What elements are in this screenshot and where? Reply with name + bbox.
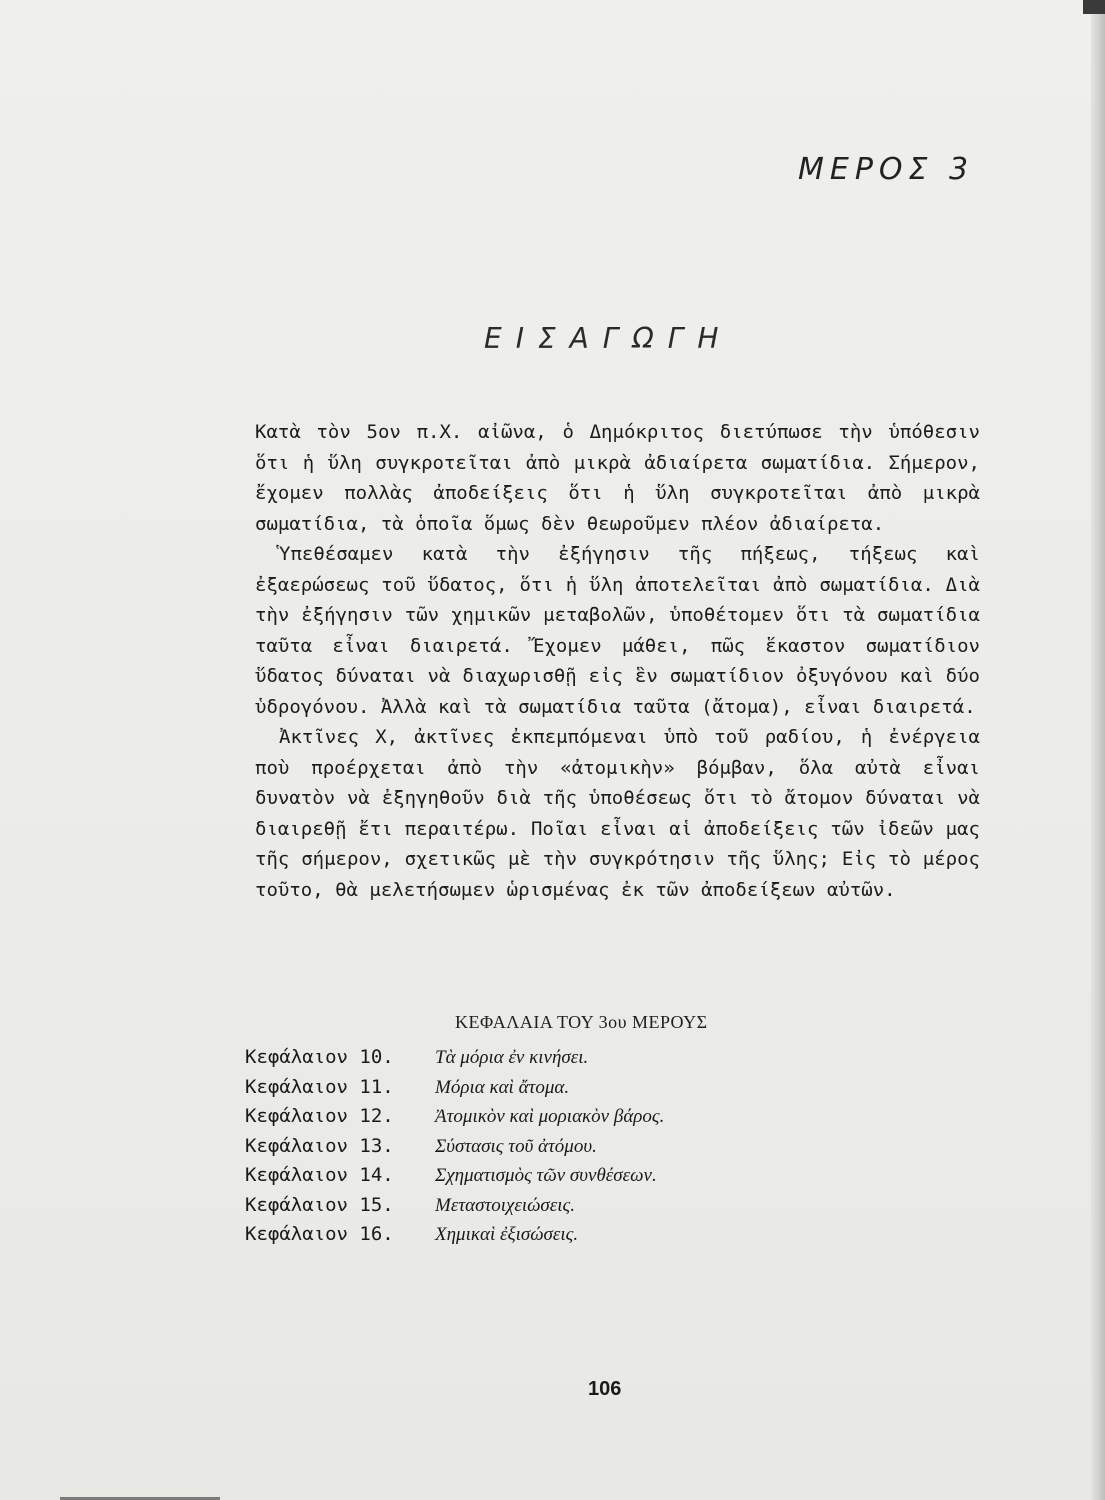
chapter-row (245, 1194, 805, 1224)
corner-mark (1083, 0, 1105, 14)
part-title: ΜΕΡΟΣ 3 (798, 152, 975, 187)
paragraph-2: Ὑπεθέσαμεν κατὰ τὴν ἐξήγησιν τῆς πήξεως, τήξεως καὶ ἐξαερώσεως τοῦ ὕδατος, ὅτι ἡ ὕλη ἀποτελεῖται ἀπὸ σωματίδια. Διὰ τὴν ἐξήγησιν τῶν χημικῶν μεταβολῶν, ὑποθέτομεν ὅτι τὰ σωματίδια ταῦτα εἶναι διαιρετά. Ἔχομεν μάθει, πῶς ἕκαστον σωματίδιον ὕδατος δύναται νὰ διαχωρισθῇ εἰς ἓν σωματίδιον ὀξυγόνου καὶ δύο ὑδρογόνου. Ἀλλὰ καὶ τὰ σωματίδια ταῦτα (ἄτομα), εἶναι διαιρετά. (255, 543, 980, 718)
chapter-label: Κεφάλαιον 15. (245, 1193, 394, 1216)
chapter-label: Κεφάλαιον 11. (245, 1075, 394, 1098)
paragraph-3: Ἀκτῖνες Χ, ἀκτῖνες ἐκπεμπόμεναι ὑπὸ τοῦ ραδίου, ἡ ἐνέργεια ποὺ προέρχεται ἀπὸ τὴν «ἀτομικὴν» βόμβαν, ὅλα αὐτὰ εἶναι δυνατὸν νὰ ἐξηγηθοῦν διὰ τῆς ὑποθέσεως ὅτι τὸ ἄτομον δύναται νὰ διαιρεθῇ ἔτι περαιτέρω. Ποῖαι εἶναι αἱ ἀποδείξεις τῶν ἰδεῶν μας τῆς σήμερον, σχετικῶς μὲ τὴν συγκρότησιν τῆς ὕλης; Εἰς τὸ μέρος τοῦτο, θὰ μελετήσωμεν ὡρισμένας ἐκ τῶν ἀποδείξεων αὐτῶν. (255, 726, 980, 901)
chapter-row (245, 1223, 805, 1253)
page-number: 106 (588, 1378, 622, 1400)
chapter-title: Τὰ μόρια ἐν κινήσει. (435, 1047, 589, 1068)
chapter-row (245, 1046, 805, 1076)
chapter-row (245, 1164, 805, 1194)
chapter-row (245, 1135, 805, 1165)
chapter-title: Μόρια καὶ ἄτομα. (435, 1076, 570, 1098)
chapter-label: Κεφάλαιον 10. (245, 1046, 394, 1068)
page-edge-shadow (1091, 0, 1105, 1500)
chapter-title: Χημικαὶ ἐξισώσεις. (435, 1224, 579, 1245)
chapter-row (245, 1105, 805, 1135)
chapter-title: Σύστασις τοῦ ἀτόμου. (435, 1135, 597, 1157)
chapter-label: Κεφάλαιον 16. (245, 1223, 394, 1245)
chapter-row (245, 1076, 805, 1106)
chapter-label: Κεφάλαιον 12. (245, 1105, 394, 1127)
intro-body (255, 417, 980, 905)
chapter-list (245, 1046, 805, 1253)
chapter-title: Σχηματισμὸς τῶν συνθέσεων. (435, 1165, 657, 1186)
chapter-label: Κεφάλαιον 13. (245, 1134, 394, 1157)
section-title: ΕΙΣΑΓΩΓΗ (484, 322, 733, 355)
paragraph-1: Κατὰ τὸν 5ον π.Χ. αἰῶνα, ὁ Δημόκριτος διετύπωσε τὴν ὑπόθεσιν ὅτι ἡ ὕλη συγκροτεῖται ἀπὸ μικρὰ ἀδιαίρετα σωματίδια. Σήμερον, ἔχομεν πολλὰς ἀποδείξεις ὅτι ἡ ὕλη συγκροτεῖται ἀπὸ μικρὰ σωματίδια, τὰ ὁποῖα ὅμως δὲν θεωροῦμεν πλέον ἀδιαίρετα. (255, 421, 980, 535)
chapter-title: Μεταστοιχειώσεις. (435, 1194, 576, 1216)
chapter-title: Ἀτομικὸν καὶ μοριακὸν βάρος. (435, 1106, 665, 1127)
chapters-heading: ΚΕΦΑΛΑΙΑ ΤΟΥ 3ου ΜΕΡΟΥΣ (455, 1012, 708, 1032)
chapter-label: Κεφάλαιον 14. (245, 1164, 394, 1186)
